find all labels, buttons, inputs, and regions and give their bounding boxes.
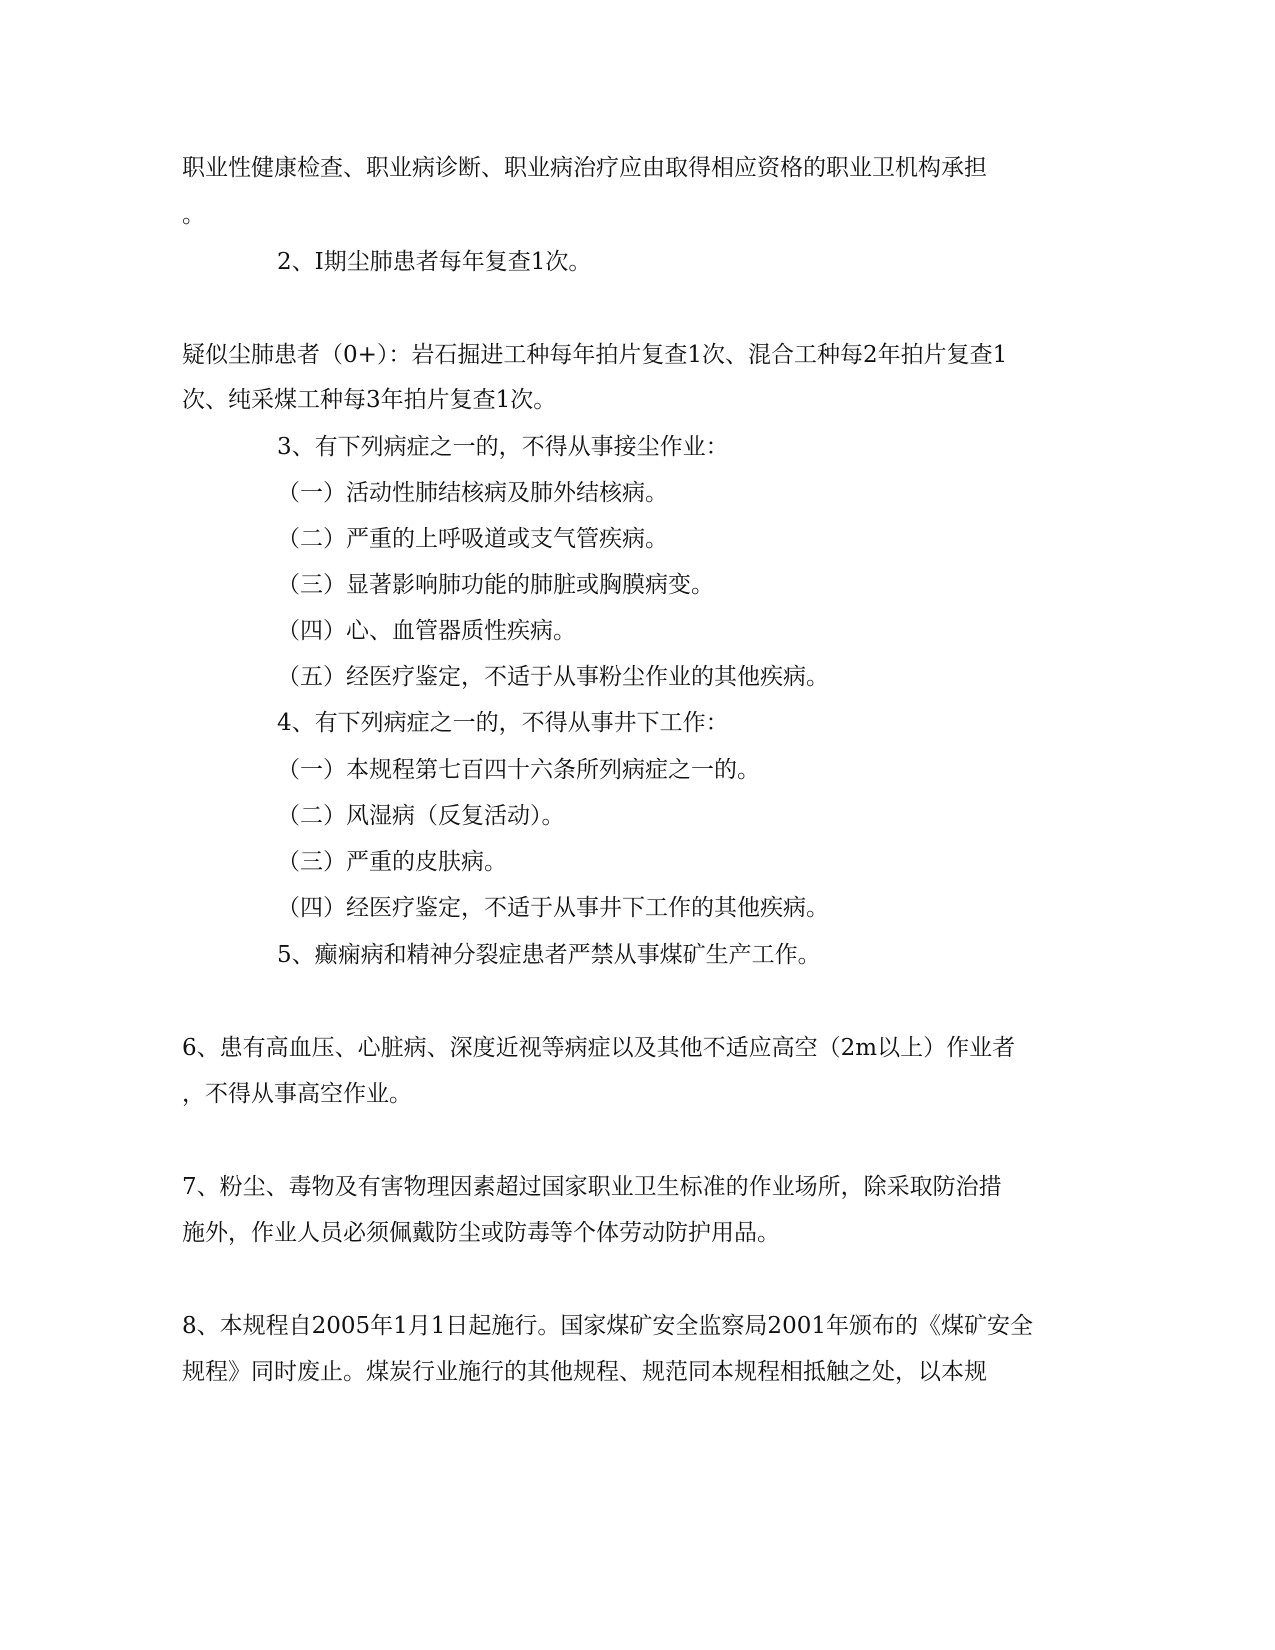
item-4-subitem: （一）本规程第七百四十六条所列病症之一的。 xyxy=(277,757,760,783)
item-3-subitem: （二）严重的上呼吸道或支气管疾病。 xyxy=(277,526,668,552)
suspected-line-1: 疑似尘肺患者（0+）：岩石掘进工种每年拍片复查1次、混合工种每2年拍片复查1 xyxy=(182,342,1008,368)
item-7-line-2: 施外，作业人员必须佩戴防尘或防毒等个体劳动防护用品。 xyxy=(182,1220,780,1246)
item-5-text: 5、癫痫病和精神分裂症患者严禁从事煤矿生产工作。 xyxy=(277,942,821,968)
item-3-subitem: （五）经医疗鉴定，不适于从事粉尘作业的其他疾病。 xyxy=(277,664,829,690)
item-8-line-1: 8、本规程自2005年1月1日起施行。国家煤矿安全监察局2001年颁布的《煤矿安全 xyxy=(182,1313,1033,1339)
item-8-line-2: 规程》同时废止。煤炭行业施行的其他规程、规范同本规程相抵触之处，以本规 xyxy=(182,1359,987,1385)
suspected-line-2: 次、纯采煤工种每3年拍片复查1次。 xyxy=(182,387,557,413)
intro-line-2: 。 xyxy=(182,202,205,228)
item-6-line-1: 6、患有高血压、心脏病、深度近视等病症以及其他不适应高空（2m以上）作业者 xyxy=(182,1035,1016,1061)
item-4-heading: 4、有下列病症之一的，不得从事井下工作： xyxy=(277,710,729,736)
item-3-heading: 3、有下列病症之一的，不得从事接尘作业： xyxy=(277,434,729,460)
item-2-text: 2、I期尘肺患者每年复查1次。 xyxy=(277,249,592,275)
item-3-subitem: （四）心、血管器质性疾病。 xyxy=(277,618,576,644)
item-4-subitem: （三）严重的皮肤病。 xyxy=(277,849,507,875)
item-3-subitem: （三）显著影响肺功能的肺脏或胸膜病变。 xyxy=(277,572,714,598)
item-6-line-2: ，不得从事高空作业。 xyxy=(182,1081,412,1107)
item-4-subitem: （二）风湿病（反复活动）。 xyxy=(277,803,565,829)
item-4-subitem: （四）经医疗鉴定，不适于从事井下工作的其他疾病。 xyxy=(277,895,829,921)
item-7-line-1: 7、粉尘、毒物及有害物理因素超过国家职业卫生标准的作业场所，除采取防治措 xyxy=(182,1174,1002,1200)
intro-line-1: 职业性健康检查、职业病诊断、职业病治疗应由取得相应资格的职业卫机构承担 xyxy=(182,155,987,181)
item-3-subitem: （一）活动性肺结核病及肺外结核病。 xyxy=(277,480,668,506)
